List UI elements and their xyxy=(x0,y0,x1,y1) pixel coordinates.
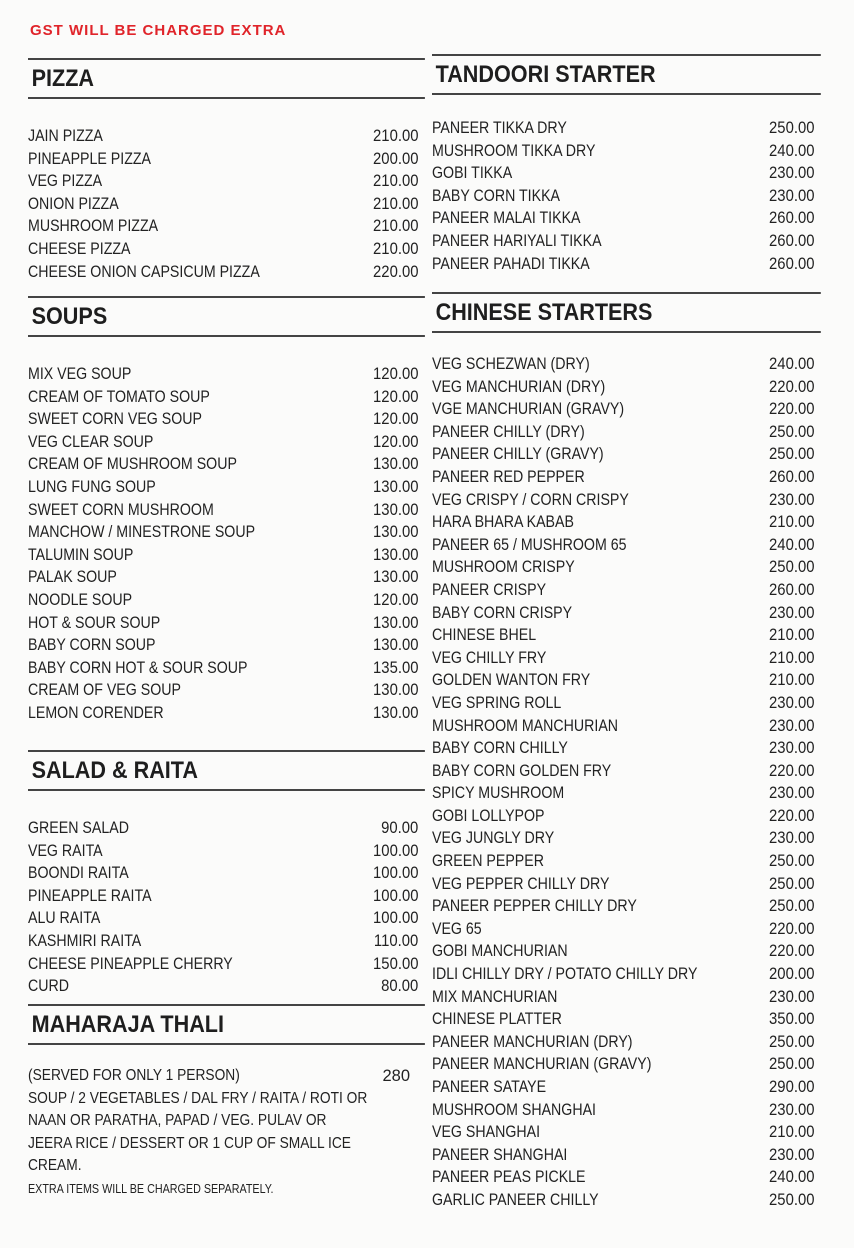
menu-item xyxy=(432,760,814,783)
item-name: JAIN PIZZA xyxy=(28,127,103,145)
item-price: 230.00 xyxy=(768,1100,814,1119)
menu-item xyxy=(432,443,814,466)
tandoori-list xyxy=(432,117,814,275)
item-price: 240.00 xyxy=(768,141,814,160)
item-price: 80.00 xyxy=(380,977,418,996)
item-name: MANCHOW / MINESTRONE SOUP xyxy=(28,523,256,542)
item-price: 250.00 xyxy=(768,897,814,916)
item-price: 250.00 xyxy=(768,445,814,464)
item-price: 210.00 xyxy=(768,648,814,667)
item-price: 230.00 xyxy=(768,693,814,712)
item-price: 230.00 xyxy=(768,603,814,622)
item-name: SWEET CORN MUSHROOM xyxy=(28,500,214,519)
menu-item xyxy=(432,895,814,918)
item-price: 220.00 xyxy=(372,262,418,281)
menu-item xyxy=(432,353,814,376)
menu-item xyxy=(28,170,418,193)
item-name: LEMON CORENDER xyxy=(28,703,164,722)
item-name: VEG CRISPY / CORN CRISPY xyxy=(432,490,629,509)
menu-item xyxy=(28,840,418,863)
item-price: 100.00 xyxy=(372,909,418,928)
menu-item xyxy=(28,885,418,908)
soups-list xyxy=(28,363,418,725)
item-price: 230.00 xyxy=(768,739,814,758)
item-price: 250.00 xyxy=(768,874,814,893)
menu-item xyxy=(432,805,814,828)
item-price: 210.00 xyxy=(768,626,814,645)
item-price: 250.00 xyxy=(768,1032,814,1051)
item-price: 250.00 xyxy=(768,852,814,871)
menu-item xyxy=(28,817,418,840)
item-price: 130.00 xyxy=(372,681,418,700)
item-name: TALUMIN SOUP xyxy=(28,545,134,564)
item-name: BABY CORN HOT & SOUR SOUP xyxy=(28,658,248,677)
menu-item xyxy=(432,782,814,805)
item-name: CREAM OF TOMATO SOUP xyxy=(28,387,210,406)
menu-item xyxy=(28,193,418,216)
item-price: 120.00 xyxy=(372,365,418,383)
thali-line: NAAN OR PARATHA, PAPAD / VEG. PULAV OR xyxy=(28,1112,327,1129)
item-price: 210.00 xyxy=(372,217,418,236)
item-price: 150.00 xyxy=(372,954,418,973)
item-name: GREEN PEPPER xyxy=(432,852,544,871)
item-name: BOONDI RAITA xyxy=(28,864,129,883)
item-name: PANEER MALAI TIKKA xyxy=(432,209,581,228)
item-name: IDLI CHILLY DRY / POTATO CHILLY DRY xyxy=(432,965,698,984)
item-price: 230.00 xyxy=(768,829,814,848)
item-price: 120.00 xyxy=(372,432,418,451)
item-price: 250.00 xyxy=(768,1190,814,1209)
gst-notice: GST WILL BE CHARGED EXTRA xyxy=(30,22,287,39)
item-name: PANEER CRISPY xyxy=(432,580,547,599)
item-name: PANEER SATAYE xyxy=(432,1078,547,1096)
item-name: GOBI MANCHURIAN xyxy=(432,942,568,961)
item-name: BABY CORN GOLDEN FRY xyxy=(432,761,612,780)
menu-item xyxy=(432,692,814,715)
item-name: PANEER SHANGHAI xyxy=(432,1145,568,1164)
item-name: GOLDEN WANTON FRY xyxy=(432,671,591,690)
item-name: BABY CORN CHILLY xyxy=(432,739,568,758)
menu-item xyxy=(28,566,418,589)
item-name: VEG PIZZA xyxy=(28,172,103,191)
item-price: 130.00 xyxy=(372,523,418,542)
item-price: 135.00 xyxy=(372,658,418,677)
menu-item xyxy=(28,386,418,409)
item-name: CURD xyxy=(28,977,69,996)
menu-item xyxy=(28,215,418,238)
menu-item xyxy=(432,647,814,670)
item-price: 120.00 xyxy=(372,387,418,406)
soups-section xyxy=(28,296,418,725)
item-price: 230.00 xyxy=(768,164,814,183)
item-name: HOT & SOUR SOUP xyxy=(28,613,161,632)
item-price: 210.00 xyxy=(372,172,418,191)
chinese-list xyxy=(432,353,814,1212)
item-name: SWEET CORN VEG SOUP xyxy=(28,410,202,429)
item-price: 250.00 xyxy=(768,1055,814,1074)
item-price: 260.00 xyxy=(768,231,814,250)
menu-item xyxy=(432,1031,814,1054)
item-name: PANEER 65 / MUSHROOM 65 xyxy=(432,535,627,554)
item-price: 210.00 xyxy=(372,239,418,258)
item-price: 220.00 xyxy=(768,400,814,419)
item-name: PANEER RED PEPPER xyxy=(432,467,585,486)
salad-list xyxy=(28,817,418,998)
item-name: CHEESE ONION CAPSICUM PIZZA xyxy=(28,262,260,281)
item-name: VEG 65 xyxy=(432,919,482,938)
thali-section xyxy=(28,1004,418,1200)
pizza-title: PIZZA xyxy=(28,58,425,99)
menu-item xyxy=(432,940,814,963)
item-price: 130.00 xyxy=(372,703,418,722)
menu-item xyxy=(432,398,814,421)
menu-item xyxy=(28,238,418,261)
item-name: MIX VEG SOUP xyxy=(28,365,132,383)
menu-item xyxy=(28,453,418,476)
item-price: 200.00 xyxy=(768,965,814,984)
menu-item xyxy=(28,634,418,657)
menu-item xyxy=(432,1053,814,1076)
item-name: VEG SCHEZWAN (DRY) xyxy=(432,355,590,373)
item-price: 100.00 xyxy=(372,886,418,905)
item-price: 260.00 xyxy=(768,467,814,486)
item-price: 130.00 xyxy=(372,568,418,587)
salad-title: SALAD & RAITA xyxy=(28,750,425,791)
item-price: 100.00 xyxy=(372,864,418,883)
item-price: 100.00 xyxy=(372,841,418,860)
menu-item xyxy=(432,873,814,896)
item-name: VEG SPRING ROLL xyxy=(432,693,562,712)
thali-price: 280 xyxy=(382,1067,410,1085)
item-name: PINEAPPLE PIZZA xyxy=(28,149,152,168)
menu-item xyxy=(28,930,418,953)
item-name: CREAM OF MUSHROOM SOUP xyxy=(28,455,237,474)
item-name: PANEER MANCHURIAN (DRY) xyxy=(432,1032,633,1051)
item-name: KASHMIRI RAITA xyxy=(28,931,142,950)
menu-item xyxy=(432,986,814,1009)
item-price: 120.00 xyxy=(372,410,418,429)
item-name: CHINESE PLATTER xyxy=(432,1010,562,1029)
thali-description xyxy=(28,1065,418,1200)
thali-line: JEERA RICE / DESSERT OR 1 CUP OF SMALL ICE xyxy=(28,1134,351,1152)
chinese-title: CHINESE STARTERS xyxy=(432,292,821,333)
item-name: CHINESE BHEL xyxy=(432,626,537,645)
item-price: 210.00 xyxy=(768,1123,814,1142)
item-price: 130.00 xyxy=(372,477,418,496)
item-price: 210.00 xyxy=(372,194,418,213)
menu-item xyxy=(28,702,418,725)
menu-item xyxy=(28,148,418,171)
menu-item xyxy=(432,918,814,941)
item-name: PANEER PEAS PICKLE xyxy=(432,1168,586,1187)
item-price: 230.00 xyxy=(768,1145,814,1164)
item-name: VEG MANCHURIAN (DRY) xyxy=(432,377,606,396)
item-name: CHEESE PINEAPPLE CHERRY xyxy=(28,954,233,973)
menu-item xyxy=(432,556,814,579)
menu-item xyxy=(28,363,418,386)
item-name: NOODLE SOUP xyxy=(28,590,133,609)
item-price: 130.00 xyxy=(372,500,418,519)
menu-item xyxy=(28,261,418,284)
menu-item xyxy=(28,499,418,522)
menu-item xyxy=(432,624,814,647)
item-name: BABY CORN SOUP xyxy=(28,636,156,655)
menu-item xyxy=(432,421,814,444)
thali-line: SOUP / 2 VEGETABLES / DAL FRY / RAITA / ROTI OR xyxy=(28,1089,368,1107)
item-name: PANEER PAHADI TIKKA xyxy=(432,254,590,273)
item-price: 220.00 xyxy=(768,806,814,825)
menu-item xyxy=(432,963,814,986)
item-name: PANEER TIKKA DRY xyxy=(432,119,567,137)
item-price: 260.00 xyxy=(768,580,814,599)
menu-item xyxy=(432,376,814,399)
chinese-section xyxy=(432,292,814,1212)
item-name: VGE MANCHURIAN (GRAVY) xyxy=(432,400,625,419)
item-name: ONION PIZZA xyxy=(28,194,119,213)
menu-item xyxy=(432,1076,814,1099)
menu-item xyxy=(28,907,418,930)
item-name: BABY CORN TIKKA xyxy=(432,186,561,205)
soups-title: SOUPS xyxy=(28,296,425,337)
item-price: 210.00 xyxy=(768,513,814,532)
menu-item xyxy=(432,602,814,625)
item-name: MUSHROOM PIZZA xyxy=(28,217,159,236)
menu-item xyxy=(432,1099,814,1122)
menu-item xyxy=(432,534,814,557)
item-name: VEG CLEAR SOUP xyxy=(28,432,154,451)
item-price: 350.00 xyxy=(768,1010,814,1029)
item-name: VEG JUNGLY DRY xyxy=(432,829,555,848)
menu-item xyxy=(432,1189,814,1212)
item-name: PANEER MANCHURIAN (GRAVY) xyxy=(432,1055,652,1074)
item-name: MUSHROOM TIKKA DRY xyxy=(432,141,596,160)
menu-item xyxy=(432,737,814,760)
item-price: 220.00 xyxy=(768,919,814,938)
item-price: 240.00 xyxy=(768,535,814,554)
item-price: 250.00 xyxy=(768,558,814,577)
item-name: GOBI LOLLYPOP xyxy=(432,806,545,825)
menu-item xyxy=(432,715,814,738)
menu-item xyxy=(432,230,814,253)
item-price: 130.00 xyxy=(372,613,418,632)
item-price: 220.00 xyxy=(768,942,814,961)
thali-line: (SERVED FOR ONLY 1 PERSON) xyxy=(28,1067,240,1084)
item-price: 230.00 xyxy=(768,716,814,735)
item-price: 210.00 xyxy=(768,671,814,690)
item-price: 260.00 xyxy=(768,254,814,273)
pizza-list xyxy=(28,125,418,283)
item-name: PANEER CHILLY (GRAVY) xyxy=(432,445,604,464)
menu-item xyxy=(432,1144,814,1167)
menu-item xyxy=(432,489,814,512)
item-name: VEG RAITA xyxy=(28,841,103,860)
item-name: CREAM OF VEG SOUP xyxy=(28,681,181,700)
item-name: GOBI TIKKA xyxy=(432,164,513,183)
item-name: SPICY MUSHROOM xyxy=(432,784,565,803)
menu-item xyxy=(28,975,418,998)
item-name: ALU RAITA xyxy=(28,909,101,928)
item-price: 260.00 xyxy=(768,209,814,228)
item-price: 250.00 xyxy=(768,422,814,441)
item-price: 290.00 xyxy=(768,1078,814,1096)
menu-item xyxy=(28,589,418,612)
menu-item xyxy=(28,125,418,148)
menu-item xyxy=(432,827,814,850)
item-name: HARA BHARA KABAB xyxy=(432,513,574,532)
menu-item xyxy=(432,1121,814,1144)
pizza-section xyxy=(28,58,418,283)
item-price: 110.00 xyxy=(373,931,418,950)
thali-extra-note: EXTRA ITEMS WILL BE CHARGED SEPARATELY. xyxy=(28,1181,274,1196)
item-name: LUNG FUNG SOUP xyxy=(28,477,156,496)
item-price: 250.00 xyxy=(768,119,814,137)
menu-item xyxy=(432,511,814,534)
item-name: MUSHROOM SHANGHAI xyxy=(432,1100,596,1119)
item-price: 230.00 xyxy=(768,490,814,509)
menu-item xyxy=(28,476,418,499)
tandoori-title: TANDOORI STARTER xyxy=(432,54,821,95)
menu-item xyxy=(432,185,814,208)
item-price: 120.00 xyxy=(372,590,418,609)
menu-item xyxy=(432,207,814,230)
thali-title: MAHARAJA THALI xyxy=(28,1004,425,1045)
menu-item xyxy=(432,579,814,602)
menu-item xyxy=(28,431,418,454)
item-price: 240.00 xyxy=(768,1168,814,1187)
item-price: 130.00 xyxy=(372,455,418,474)
menu-item xyxy=(28,544,418,567)
menu-item xyxy=(28,408,418,431)
item-name: PANEER HARIYALI TIKKA xyxy=(432,231,602,250)
item-name: VEG PEPPER CHILLY DRY xyxy=(432,874,610,893)
menu-item xyxy=(28,862,418,885)
item-price: 200.00 xyxy=(372,149,418,168)
item-price: 230.00 xyxy=(768,987,814,1006)
item-name: BABY CORN CRISPY xyxy=(432,603,573,622)
thali-line: CREAM. xyxy=(28,1157,82,1174)
menu-item xyxy=(432,162,814,185)
item-name: VEG SHANGHAI xyxy=(432,1123,541,1142)
item-price: 130.00 xyxy=(372,636,418,655)
menu-item xyxy=(432,850,814,873)
item-price: 230.00 xyxy=(768,186,814,205)
salad-section xyxy=(28,750,418,998)
menu-item xyxy=(28,657,418,680)
item-price: 220.00 xyxy=(768,377,814,396)
menu-item xyxy=(432,669,814,692)
menu-item xyxy=(432,140,814,163)
menu-item xyxy=(28,953,418,976)
item-name: PANEER CHILLY (DRY) xyxy=(432,422,585,441)
menu-item xyxy=(28,679,418,702)
menu-item xyxy=(28,521,418,544)
menu-item xyxy=(28,612,418,635)
item-name: MUSHROOM CRISPY xyxy=(432,558,575,577)
item-price: 220.00 xyxy=(768,761,814,780)
item-price: 240.00 xyxy=(768,355,814,373)
menu-item xyxy=(432,253,814,276)
item-name: GREEN SALAD xyxy=(28,819,129,837)
tandoori-section xyxy=(432,54,814,275)
item-name: MIX MANCHURIAN xyxy=(432,987,558,1006)
item-name: PALAK SOUP xyxy=(28,568,117,587)
menu-item xyxy=(432,117,814,140)
item-name: MUSHROOM MANCHURIAN xyxy=(432,716,619,735)
item-name: PANEER PEPPER CHILLY DRY xyxy=(432,897,637,916)
item-name: CHEESE PIZZA xyxy=(28,239,131,258)
menu-item xyxy=(432,466,814,489)
menu-item xyxy=(432,1008,814,1031)
item-name: PINEAPPLE RAITA xyxy=(28,886,152,905)
menu-item xyxy=(432,1166,814,1189)
item-price: 210.00 xyxy=(372,127,418,145)
item-price: 230.00 xyxy=(768,784,814,803)
item-name: GARLIC PANEER CHILLY xyxy=(432,1190,599,1209)
item-price: 90.00 xyxy=(380,819,418,837)
item-price: 130.00 xyxy=(372,545,418,564)
item-name: VEG CHILLY FRY xyxy=(432,648,547,667)
